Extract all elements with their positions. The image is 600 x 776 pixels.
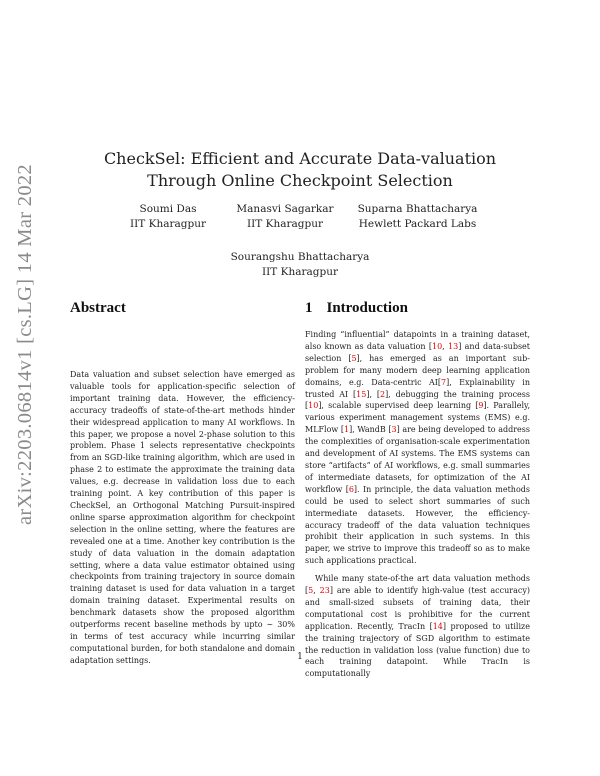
citation-link[interactable]: 23 xyxy=(319,586,330,596)
introduction-paragraph-1 xyxy=(305,329,530,567)
author-name: Suparna Bhattacharya xyxy=(357,203,478,215)
citation-link[interactable]: 14 xyxy=(432,621,443,631)
author-name: Manasvi Sagarkar xyxy=(236,203,334,215)
text-run: ], has emerged as an important sub-problem for many modern deep learning application domains, e.g. Data-centric AI[ xyxy=(305,353,530,387)
text-run: ], scalable supervised deep learning [ xyxy=(318,401,479,411)
title-line-1: CheckSel: Efficient and Accurate Data-valuation xyxy=(103,149,497,168)
introduction-body xyxy=(305,329,530,680)
citation-link[interactable]: 6 xyxy=(348,484,354,494)
citation-link[interactable]: 13 xyxy=(448,341,459,351)
abstract-heading: Abstract xyxy=(70,300,126,316)
text-run: While many state-of-the art data valuation methods [ xyxy=(305,574,530,596)
section-title: Introduction xyxy=(326,300,408,316)
author-affiliation: IIT Kharagpur xyxy=(246,218,323,230)
text-run: ] are being developed to address the complexities of organisation-scale experimentation and development of AI systems. The EMS systems can store “artifacts” of AI workflows, e.g. small summaries of intermediate datasets, for optimization of the AI workflow [ xyxy=(305,425,530,494)
text-run: ] proposed to utilize the training trajectory of SGD algorithm to estimate the reduction in validation loss (value function) due to each training datapoint. While TracIn is computationally xyxy=(305,621,530,679)
citation-link[interactable]: 10 xyxy=(431,341,443,351)
text-run: ]. Parallely, various experiment management systems (EMS) e.g. MLFlow [ xyxy=(305,401,530,435)
author-affiliation: Hewlett Packard Labs xyxy=(358,218,477,230)
section-number: 1 xyxy=(305,300,313,316)
text-run: , xyxy=(313,586,320,596)
citation-link[interactable]: 15 xyxy=(356,389,367,399)
page-number: 1 xyxy=(297,652,303,662)
author-block xyxy=(118,202,218,232)
abstract-body xyxy=(70,369,295,667)
text-run: Finding “influential” datapoints in a training dataset, also known as data valuation [ xyxy=(305,330,530,351)
text-run: ], WandB [ xyxy=(349,425,392,435)
text-run: ] and data-subset selection [ xyxy=(305,341,531,363)
introduction-paragraph-2 xyxy=(305,573,530,680)
author-affiliation: IIT Kharagpur xyxy=(261,266,338,278)
citation-link[interactable]: 3 xyxy=(391,425,397,435)
citation-link[interactable]: 7 xyxy=(441,377,447,387)
author-block xyxy=(225,202,345,232)
citation-link[interactable]: 10 xyxy=(308,401,319,411)
citation-link[interactable]: 2 xyxy=(379,389,386,399)
text-run: ] are able to identify high-value (test accuracy) and small-sized subsets of training data, their computational cost is prohibitive for the current application. Recently, TracIn [ xyxy=(305,586,530,631)
text-run: ], [ xyxy=(366,389,380,399)
author-name: Soumi Das xyxy=(139,203,197,215)
text-run: ]. In principle, the data valuation methods could be used to select short summaries of such intermediate datasets. However, the efficiency-accuracy tradeoff of the data valuation techniques prohibit their application in such systems. In this paper, we strive to improve this tradeoff so as to make such applications practical. xyxy=(305,484,530,566)
author-affiliation: IIT Kharagpur xyxy=(129,218,206,230)
author-block xyxy=(350,202,485,232)
arxiv-identifier: arXiv:2203.06814v1 [cs.LG] 14 Mar 2022 xyxy=(14,164,36,525)
citation-link[interactable]: 5 xyxy=(351,353,357,363)
text-run: , xyxy=(442,341,449,351)
citation-link[interactable]: 1 xyxy=(344,425,350,435)
author-block xyxy=(215,250,385,280)
text-run: ], debugging the training process [ xyxy=(305,389,530,411)
paper-title xyxy=(70,148,530,192)
text-run: ], Explainability in trusted AI [ xyxy=(305,377,530,399)
title-line-2: Through Online Checkpoint Selection xyxy=(147,171,453,190)
introduction-heading xyxy=(305,300,408,317)
author-name: Sourangshu Bhattacharya xyxy=(230,251,370,263)
citation-link[interactable]: 5 xyxy=(308,586,314,596)
abstract-paragraph: Data valuation and subset selection have emerged as valuable tools for application-specific selection of important training data. However, the efficiency-accuracy tradeoffs of state-of-the-art methods hinder their widespread application to many AI workflows. In this paper, we propose a novel 2-phase solution to this problem. Phase 1 selects representative checkpoints from an SGD-like training algorithm, which are used in phase 2 to estimate the approximate the training data values, e.g. decrease in validation loss due to each training point. A key contribution of this paper is CheckSel, an Orthogonal Matching Pursuit-inspired online sparse approximation algorithm for checkpoint selection in the online setting, where the features are revealed one at a time. Another key contribution is the study of data valuation in the domain adaptation setting, where a data value estimator obtained using checkpoints from training trajectory in source domain training dataset is used for data valuation in a target domain training dataset. Experimental results on benchmark datasets show the proposed algorithm outperforms recent baseline methods by upto ∼ 30% in terms of test accuracy while incurring similar computational burden, for both standalone and domain adaptation settings. xyxy=(70,370,295,665)
citation-link[interactable]: 9 xyxy=(478,401,484,411)
